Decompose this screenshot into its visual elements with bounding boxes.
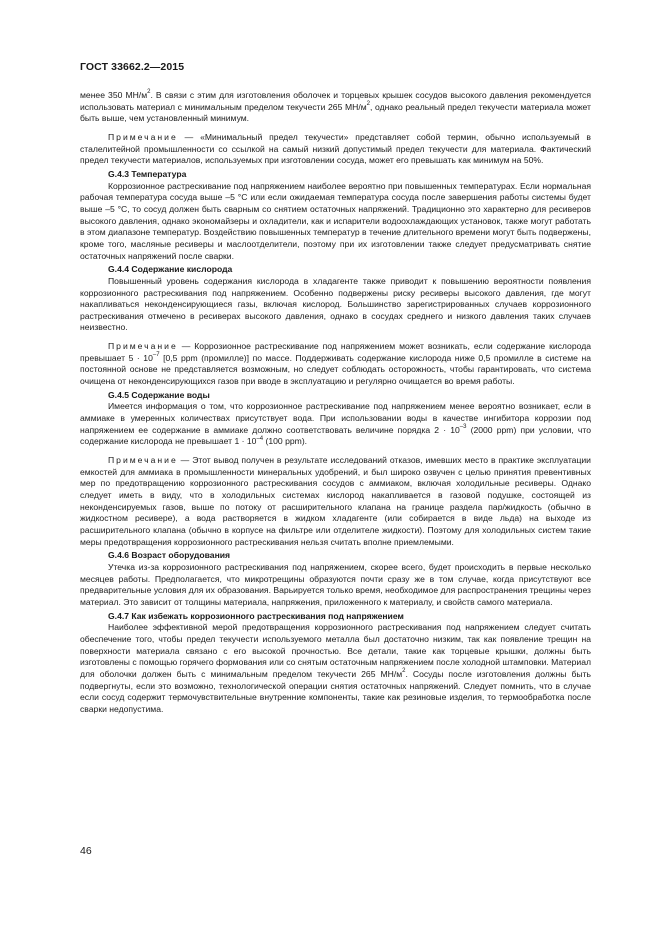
page-number: 46 <box>80 845 92 857</box>
superscript: –3 <box>459 423 467 430</box>
paragraph-prevention <box>80 622 591 715</box>
document-body <box>80 90 591 715</box>
superscript: –4 <box>256 435 264 442</box>
paragraph-yield-strength <box>80 90 591 125</box>
note-text: — Этот вывод получен в результате исследований отказов, имевших место в практике эксплуатации емкостей для аммиака в промышленности минеральных удобрений, и был широко озвучен с целью принятия превентивных мер по предотвращению коррозионного растрескивания сосудов с аммиаком, включая холодильные ресиверы. Однако следует иметь в виду, что в холодильных системах кислород накапливается в газовой подушке, состоящей из неконденсируемых газов, выше по потоку от расширительного клапана на границе раздела пар/жидкость (обычно в жидкостном ресивере), а вода растворяется в жидком хладагенте (или собирается в виде льда) на выходе из расширительного клапана (обычно в корпусе на фильтре или отделителе жидкости). Поэтому для холодильных систем такие меры предотвращения коррозионного растрескивания нельзя считать вполне приемлемыми. <box>80 455 591 547</box>
note-label: Примечание <box>108 455 178 466</box>
text: Имеется информация о том, что коррозионное растрескивание под напряжением менее вероятно возникает, если в аммиаке в умеренных количествах присутствует вода. При использовании воды в качестве ингибитора коррозии под напряжением ее содержание в аммиаке должно соответствовать величине порядка 2 · 10 <box>80 401 591 435</box>
note-water <box>80 455 591 548</box>
text: . Сосуды после изготовления должны быть подвергнуты, если это возможно, технологической операции снятия остаточных напряжений. Следует помнить, что в случае если сосуд содержит термочувствительные внутренние компоненты, такие как резиновые изделия, то термообработка после сварки недопустима. <box>80 668 591 714</box>
text: (100 ppm). <box>263 436 308 447</box>
text: , однако реальный предел текучести материала может быть выше, чем установленный минимум. <box>80 101 591 124</box>
section-heading-temperature: G.4.3 Температура <box>108 168 187 179</box>
note-label: Примечание <box>108 131 178 142</box>
paragraph-temperature: Коррозионное растрескивание под напряжением наиболее вероятно при повышенных температурах. Если нормальная рабочая температура сосуда выше –5 °С или если ожидаемая температура сосуда после завершения работы системы будет выше –5 °С, то сосуд должен быть сварным со снятием остаточных напряжений. Традиционно это характерно для ресиверов высокого давления, однако экономайзеры и охладители, как и испарители водоохлаждающих установок, также могут работать в этом диапазоне температур. Воздействию повышенных температур в течение длительного времени могут быть подвержены, кроме того, масляные ресиверы и маслоотделители, поэтому при их изготовлении также следует предусматривать снятие остаточных напряжений после сварки. <box>80 180 591 261</box>
note-text: — «Минимальный предел текучести» представляет собой термин, обычно используемый в сталелитейной промышленности со ссылкой на самый низкий допустимый предел текучести для материала. Фактический предел текучести материалов, используемых при изготовлении сосуда, может его превышать как минимум на 50%. <box>80 131 591 166</box>
section-heading-water: G.4.5 Содержание воды <box>108 389 210 400</box>
note-oxygen <box>80 341 591 388</box>
superscript: 2 <box>147 89 151 96</box>
standard-header: ГОСТ 33662.2—2015 <box>80 61 185 73</box>
paragraph-water <box>80 401 591 448</box>
note-label: Примечание <box>108 341 178 352</box>
note-text: — Коррозионное растрескивание под напряжением может возникать, если содержание кислорода превышает 5 · 10 <box>80 341 591 363</box>
text: (2000 ppm) при условии, что содержание кислорода не превышает 1 · 10 <box>80 424 591 447</box>
paragraph-oxygen: Повышенный уровень содержания кислорода в хладагенте также приводит к повышению вероятности появления коррозионного растрескивания под напряжением. Особенно подвержены риску ресиверы высокого давления, где могут накапливаться неконденсирующиеся газы, включая кислород. Большинство зарегистрированных случаев коррозионного растрескивания отмечено в ресиверах высокого давления, однако в сосудах среднего и низкого давления таких случаев неизвестно. <box>80 275 591 333</box>
superscript: 2 <box>402 667 406 674</box>
superscript: –7 <box>152 351 160 358</box>
superscript: 2 <box>366 100 370 107</box>
note-text: [0,5 ppm (промилле)] по массе. Поддерживать содержание кислорода ниже 0,5 промилле в системе на постоянной основе не представляется возможным, но следует соблюдать осторожность, чтобы гарантировать, что система очищена от неконденсирующихся газов при вводе в эксплуатацию и регулярно очищается во время работы. <box>80 352 591 387</box>
paragraph-equipment-age: Утечка из-за коррозионного растрескивания под напряжением, скорее всего, будет происходить в первые несколько месяцев работы. Предполагается, что микротрещины образуются почти сразу же в том случае, когда присутствуют все предварительные условия для их образования. Варьируется только время, необходимое для распространения трещины через материал. Это зависит от толщины материала, напряжения, приложенного к материалу, и свойств самого материала. <box>80 561 591 607</box>
text: менее 350 МН/м <box>80 90 148 100</box>
text: Наиболее эффективной мерой предотвращения коррозионного растрескивания под напряжением следует считать обеспечение того, чтобы предел текучести используемого металла был достаточно низким, так как появление трещин на поверхности материала связано с его высокой прочностью. Все детали, такие как торцевые крышки, должны быть изготовлены с помощью горячего формования или со снятым остаточным напряжением после холодной штамповки. Материал для оболочки должен быть с минимальным пределом текучести 265 МН/м <box>80 622 591 679</box>
text: . В связи с этим для изготовления оболочек и торцевых крышек сосудов высокого давления рекомендуется использовать материал с минимальным пределом текучести 265 МН/м <box>80 90 591 112</box>
note-yield-strength <box>80 132 591 167</box>
section-heading-oxygen: G.4.4 Содержание кислорода <box>108 264 233 275</box>
section-heading-prevention: G.4.7 Как избежать коррозионного растрескивания под напряжением <box>108 610 404 621</box>
section-heading-equipment-age: G.4.6 Возраст оборудования <box>108 550 231 561</box>
